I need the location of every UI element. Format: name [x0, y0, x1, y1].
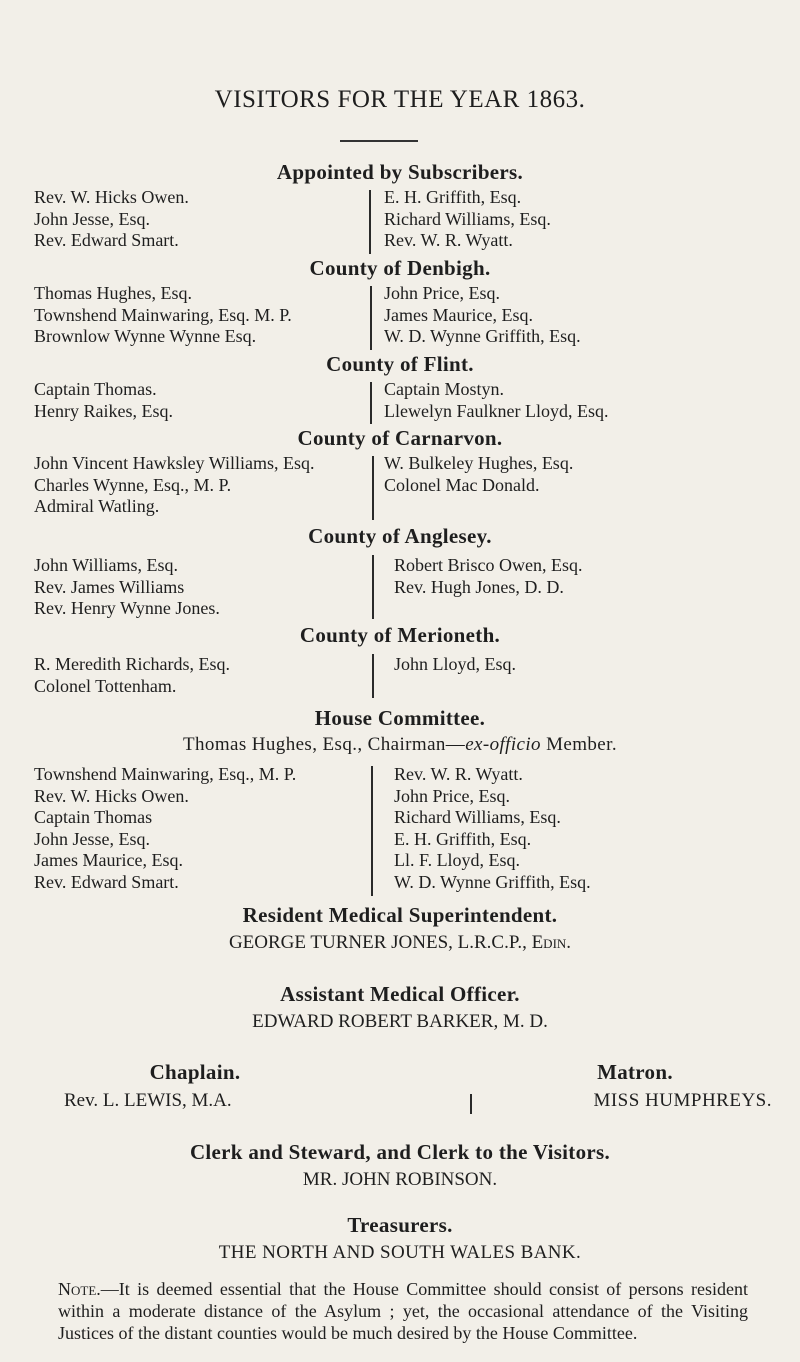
visitor-name: John Lloyd, Esq. — [394, 654, 517, 674]
anglesey-left-column — [34, 555, 220, 620]
superintendent-name: GEORGE TURNER JONES, L.R.C.P., — [228, 932, 527, 953]
visitor-name: Admiral Watling. — [34, 496, 160, 516]
committee-member: Ll. F. Lloyd, Esq. — [394, 850, 521, 870]
anglesey-right-column — [394, 555, 582, 598]
visitor-name: John Jesse, Esq. — [34, 208, 150, 229]
note-text: —It is deemed essential that the House Committee should consist of persons resident within a moderate distance of the Asylum ; yet, the occasional attendance of the Visiting Justices of the distant counties would be much desired by the House Committee. — [58, 1279, 748, 1343]
visitor-name: Rev. Henry Wynne Jones. — [34, 598, 220, 618]
chaplain-name: Rev. L. LEWIS, M.A. — [64, 1090, 232, 1111]
committee-member: Captain Thomas — [34, 807, 153, 827]
committee-member: E. H. Griffith, Esq. — [394, 828, 532, 849]
section-heading-denbigh: County of Denbigh. — [309, 256, 491, 280]
superintendent-suffix: Edin. — [531, 932, 572, 953]
visitor-name: James Maurice, Esq. — [384, 304, 533, 325]
committee-member: James Maurice, Esq. — [34, 850, 183, 870]
visitor-name: Robert Brisco Owen, Esq. — [394, 555, 583, 575]
visitor-name: Rev. Hugh Jones, D. D. — [394, 576, 564, 597]
column-divider — [370, 382, 372, 424]
clerk-name: MR. JOHN ROBINSON. — [302, 1169, 498, 1190]
chairman-suffix: Member. — [540, 734, 617, 755]
heading-treasurers: Treasurers. — [347, 1213, 453, 1237]
visitor-name: Henry Raikes, Esq. — [34, 400, 173, 421]
column-divider — [369, 190, 371, 254]
note-lead: Note. — [58, 1279, 101, 1299]
treasurers-name: THE NORTH AND SOUTH WALES BANK. — [218, 1242, 582, 1263]
heading-assistant: Assistant Medical Officer. — [280, 982, 520, 1006]
chairman-line — [0, 734, 800, 756]
committee-left-column — [34, 764, 296, 893]
chairman-ex-officio: ex-officio — [465, 734, 541, 755]
visitor-name: John Price, Esq. — [384, 283, 500, 303]
visitor-name: Richard Williams, Esq. — [384, 208, 551, 229]
page-title: VISITORS FOR THE YEAR 1863. — [214, 86, 586, 113]
visitor-name: W. Bulkeley Hughes, Esq. — [384, 453, 574, 473]
subscribers-left-column — [34, 187, 189, 252]
section-heading-merioneth: County of Merioneth. — [299, 623, 501, 647]
committee-member: John Price, Esq. — [394, 785, 510, 806]
heading-matron: Matron. — [597, 1060, 673, 1084]
committee-member: Rev. Edward Smart. — [34, 871, 179, 892]
subscribers-right-column — [384, 187, 551, 252]
title-rule — [340, 140, 418, 142]
committee-member: John Jesse, Esq. — [34, 828, 150, 849]
visitor-name: Colonel Mac Donald. — [384, 474, 540, 495]
visitor-name: Captain Thomas. — [34, 379, 157, 399]
heading-superintendent: Resident Medical Superintendent. — [242, 903, 558, 927]
column-divider — [371, 766, 373, 896]
section-heading-flint: County of Flint. — [326, 352, 474, 376]
heading-clerk: Clerk and Steward, and Clerk to the Visitors. — [189, 1140, 611, 1164]
visitor-name: Rev. Edward Smart. — [34, 230, 179, 250]
column-divider — [372, 456, 374, 520]
committee-member: W. D. Wynne Griffith, Esq. — [394, 871, 591, 892]
column-divider — [372, 555, 374, 619]
committee-right-column — [394, 764, 591, 893]
committee-member: Rev. W. R. Wyatt. — [394, 764, 523, 784]
visitor-name: R. Meredith Richards, Esq. — [34, 654, 230, 674]
denbigh-right-column — [384, 283, 581, 348]
column-divider — [372, 654, 374, 698]
visitor-name: E. H. Griffith, Esq. — [384, 187, 522, 207]
footnote — [58, 1278, 748, 1344]
superintendent-line — [0, 932, 800, 954]
committee-member: Rev. W. Hicks Owen. — [34, 785, 189, 806]
section-heading-anglesey: County of Anglesey. — [308, 524, 492, 548]
visitor-name: Brownlow Wynne Wynne Esq. — [34, 326, 257, 346]
visitor-name: Rev. James Williams — [34, 576, 185, 597]
visitor-name: Charles Wynne, Esq., M. P. — [34, 474, 232, 495]
carnarvon-left-column — [34, 453, 315, 518]
assistant-name: EDWARD ROBERT BARKER, M. D. — [252, 1011, 548, 1032]
visitor-name: Rev. W. R. Wyatt. — [384, 230, 513, 250]
visitor-name: Rev. W. Hicks Owen. — [34, 187, 189, 207]
matron-name: MISS HUMPHREYS. — [593, 1090, 772, 1111]
visitor-name: Thomas Hughes, Esq. — [34, 283, 192, 303]
visitor-name: Townshend Mainwaring, Esq. M. P. — [34, 304, 292, 325]
column-divider — [470, 1094, 472, 1114]
merioneth-right-column — [394, 654, 516, 676]
committee-member: Townshend Mainwaring, Esq., M. P. — [34, 764, 297, 784]
flint-left-column — [34, 379, 173, 422]
visitor-name: John Williams, Esq. — [34, 555, 178, 575]
visitor-name: John Vincent Hawksley Williams, Esq. — [34, 453, 315, 473]
merioneth-left-column — [34, 654, 230, 697]
carnarvon-right-column — [384, 453, 573, 496]
denbigh-left-column — [34, 283, 292, 348]
visitor-name: W. D. Wynne Griffith, Esq. — [384, 326, 581, 346]
column-divider — [370, 286, 372, 350]
chairman-text: Thomas Hughes, Esq., Chairman— — [183, 734, 466, 755]
section-heading-subscribers: Appointed by Subscribers. — [276, 160, 524, 184]
flint-right-column — [384, 379, 608, 422]
heading-chaplain: Chaplain. — [149, 1060, 241, 1084]
visitor-name: Llewelyn Faulkner Lloyd, Esq. — [384, 400, 609, 421]
visitor-name: Captain Mostyn. — [384, 379, 504, 399]
committee-member: Richard Williams, Esq. — [394, 807, 561, 827]
section-heading-house-committee: House Committee. — [314, 706, 486, 730]
section-heading-carnarvon: County of Carnarvon. — [297, 426, 503, 450]
visitor-name: Colonel Tottenham. — [34, 675, 177, 696]
